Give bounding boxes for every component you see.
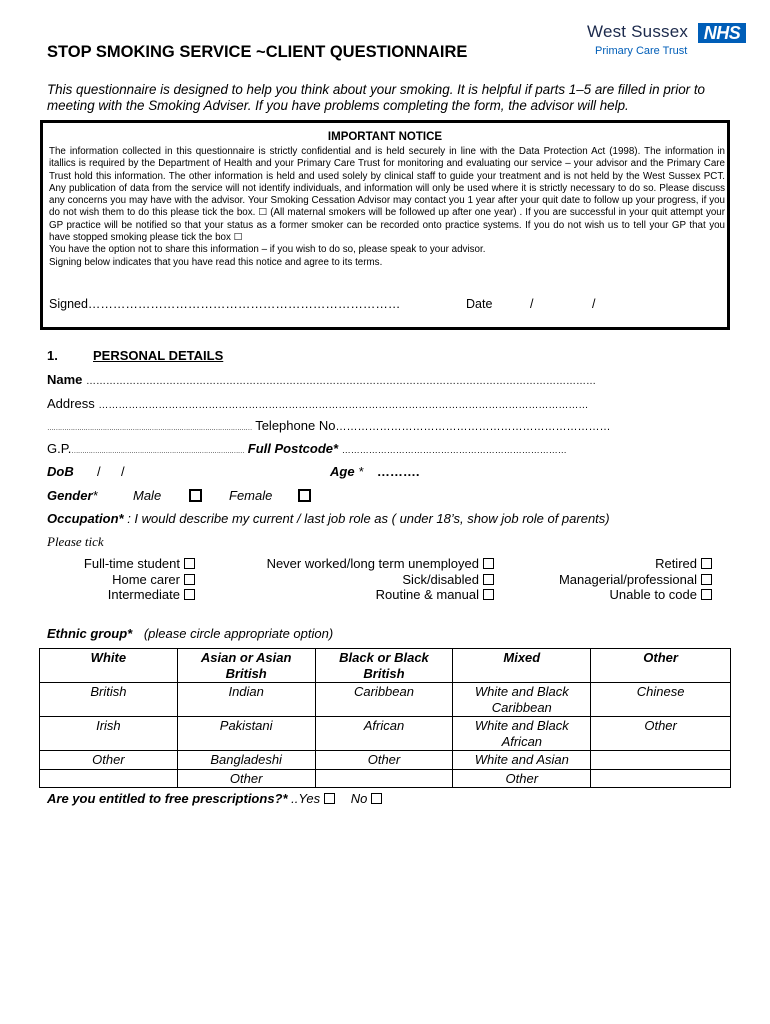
ethnic-option[interactable]: Pakistani xyxy=(177,717,315,751)
female-label: Female xyxy=(229,488,273,503)
ethnic-label: Ethnic group* xyxy=(47,626,133,641)
ethnic-option[interactable]: Other xyxy=(453,769,591,788)
occupation-option[interactable]: Never worked/long term unemployed xyxy=(200,556,494,572)
section-number: 1. xyxy=(47,348,58,363)
ethnic-option[interactable]: White and Black African xyxy=(453,717,591,751)
table-row xyxy=(40,769,731,788)
occupation-question xyxy=(47,511,610,526)
postcode-dots: ………………………………………………………………… xyxy=(341,445,567,455)
gender-star: * xyxy=(92,488,98,503)
address-label: Address xyxy=(47,396,95,411)
ethnic-question xyxy=(47,626,333,641)
table-header: Asian or Asian British xyxy=(177,649,315,683)
ethnic-option[interactable]: White and Asian xyxy=(453,751,591,770)
logo-trust: Primary Care Trust xyxy=(595,45,688,57)
ethnic-option xyxy=(315,769,453,788)
gp-label: G.P. xyxy=(47,441,72,456)
checkbox-icon xyxy=(701,574,712,585)
male-label: Male xyxy=(133,488,162,503)
notice-heading: IMPORTANT NOTICE xyxy=(327,131,443,143)
gp-dots: ……………………………………………………………………… xyxy=(71,448,245,455)
checkbox-icon xyxy=(184,589,195,600)
occupation-option[interactable]: Home carer xyxy=(47,572,195,588)
occupation-option[interactable]: Unable to code xyxy=(510,587,712,603)
address-dots: ………………………………………………………………………………………………………………………………… xyxy=(98,400,589,411)
notice-agreement: Signing below indicates that you have read this notice and agree to its terms. xyxy=(49,256,383,268)
ethnic-option[interactable]: British xyxy=(40,683,178,717)
checkbox-icon xyxy=(483,558,494,569)
occupation-option[interactable]: Routine & manual xyxy=(200,587,494,603)
occupation-option[interactable]: Intermediate xyxy=(47,587,195,603)
notice-body xyxy=(49,146,725,269)
ethnic-hint: (please circle appropriate option) xyxy=(143,626,334,641)
table-row xyxy=(40,751,731,770)
ethnic-option xyxy=(591,751,731,770)
address-field[interactable] xyxy=(47,396,588,411)
dob-label: DoB xyxy=(47,464,74,479)
gender-field xyxy=(47,488,98,503)
ethnic-option[interactable]: Other xyxy=(591,717,731,751)
age-label: Age xyxy=(330,464,355,479)
table-header: Other xyxy=(591,649,731,683)
please-tick-label: Please tick xyxy=(47,534,104,549)
female-checkbox[interactable] xyxy=(298,488,311,506)
ethnic-option[interactable]: White and Black Caribbean xyxy=(453,683,591,717)
checkbox-icon xyxy=(298,489,311,502)
intro-text: This questionnaire is designed to help you think about your smoking. It is helpful if parts 1–5 are filled in prior to meeting with the Smoking Adviser. If you have problems completing the form, the advisor will help. xyxy=(47,82,705,113)
important-notice xyxy=(40,120,730,330)
ethnic-option[interactable]: Other xyxy=(177,769,315,788)
signature-field[interactable]: Signed………………………………………………………………… xyxy=(49,297,401,311)
ethnic-option[interactable]: African xyxy=(315,717,453,751)
ethnic-option xyxy=(40,769,178,788)
table-header-row xyxy=(40,649,731,683)
occupation-col-3 xyxy=(510,556,712,603)
name-field[interactable] xyxy=(47,372,596,387)
date-label: Date xyxy=(466,297,493,311)
age-dots: ………. xyxy=(376,464,420,479)
ethnic-option[interactable]: Caribbean xyxy=(315,683,453,717)
ethnic-option[interactable]: Other xyxy=(40,751,178,770)
prescriptions-question xyxy=(47,791,382,806)
ethnic-group-table xyxy=(39,648,731,788)
logo-region: West Sussex xyxy=(587,22,689,41)
notice-paragraph: The information collected in this questionnaire is strictly confidential and is held securely in line with the Data Protection Act (1998). The information in itallics is required by the Department of Health and your Primary Care Trust for monitoring and evaluating our service – your advisor and the Primary Care Trust hold this information. The other information is held and used solely by clinical staff to guide your treatment and is not held by the West Sussex PCT. Any publication of data from the service will not identify individuals, and information will only be used where it is strictly necessary to do so. Please discuss any concerns you may have with the advisor. Your Smoking Cessation Advisor may contact you 1 year after your quit date to follow up your progress, if you do not wish them to do this please tick the box. ☐ (All maternal smokers will be followed up after one year) . If you are successful in your quit attempt your GP practice will be notified so that your status as a former smoker can be recorded onto practice systems. If you do not wish us to tell your GP that you have stopped smoking please tick the box ☐ xyxy=(49,146,725,244)
dob-separator: / xyxy=(97,464,101,479)
date-separator: / xyxy=(592,297,596,311)
gp-field[interactable] xyxy=(47,441,567,456)
occupation-option[interactable]: Retired xyxy=(510,556,712,572)
table-row xyxy=(40,683,731,717)
checkbox-icon xyxy=(189,489,202,502)
ethnic-option[interactable]: Other xyxy=(315,751,453,770)
ethnic-option xyxy=(591,769,731,788)
table-header: Mixed xyxy=(453,649,591,683)
checkbox-icon xyxy=(184,574,195,585)
ethnic-option[interactable]: Chinese xyxy=(591,683,731,717)
age-star: * xyxy=(358,464,364,479)
table-header: Black or Black British xyxy=(315,649,453,683)
page-title: STOP SMOKING SERVICE ~CLIENT QUESTIONNAIRE xyxy=(47,43,468,61)
notice-share-option: You have the option not to share this information – if you wish to do so, please speak to your advisor. xyxy=(49,244,486,256)
postcode-label: Full Postcode* xyxy=(247,441,339,456)
no-option[interactable]: No xyxy=(351,791,383,806)
checkbox-icon xyxy=(701,589,712,600)
table-row xyxy=(40,717,731,751)
dob-separator: / xyxy=(121,464,125,479)
occupation-text: : I would describe my current / last job role as ( under 18’s, show job role of parents) xyxy=(123,511,610,526)
occupation-option[interactable]: Sick/disabled xyxy=(200,572,494,588)
ethnic-option[interactable]: Irish xyxy=(40,717,178,751)
table-header: White xyxy=(40,649,178,683)
age-field[interactable] xyxy=(330,464,420,479)
section-heading: PERSONAL DETAILS xyxy=(93,348,224,363)
ethnic-option[interactable]: Bangladeshi xyxy=(177,751,315,770)
prescriptions-label: Are you entitled to free prescriptions?* xyxy=(47,791,288,806)
checkbox-icon xyxy=(701,558,712,569)
gender-label: Gender xyxy=(47,488,93,503)
name-dots: ……………………………………………………………………………………………………………………………………… xyxy=(86,376,597,387)
nhs-logo: NHS xyxy=(698,23,746,43)
checkbox-icon xyxy=(324,793,335,804)
checkbox-icon xyxy=(483,574,494,585)
ethnic-option[interactable]: Indian xyxy=(177,683,315,717)
telephone-label: Telephone No xyxy=(255,418,336,433)
checkbox-icon xyxy=(371,793,382,804)
yes-option[interactable]: ..Yes xyxy=(291,791,335,806)
occupation-option[interactable]: Managerial/professional xyxy=(510,572,712,588)
date-separator: / xyxy=(530,297,534,311)
address2-dots: …………………………………………………………………………………… xyxy=(47,425,252,432)
male-checkbox[interactable] xyxy=(189,488,202,506)
name-label: Name xyxy=(47,372,83,387)
occupation-option[interactable]: Full-time student xyxy=(47,556,195,572)
telephone-dots: ………………………………………………………………… xyxy=(335,421,611,433)
occupation-label: Occupation* xyxy=(47,511,124,526)
checkbox-icon xyxy=(483,589,494,600)
checkbox-icon xyxy=(184,558,195,569)
occupation-col-1 xyxy=(47,556,195,603)
occupation-col-2 xyxy=(200,556,494,603)
address-line-2[interactable] xyxy=(47,418,610,433)
